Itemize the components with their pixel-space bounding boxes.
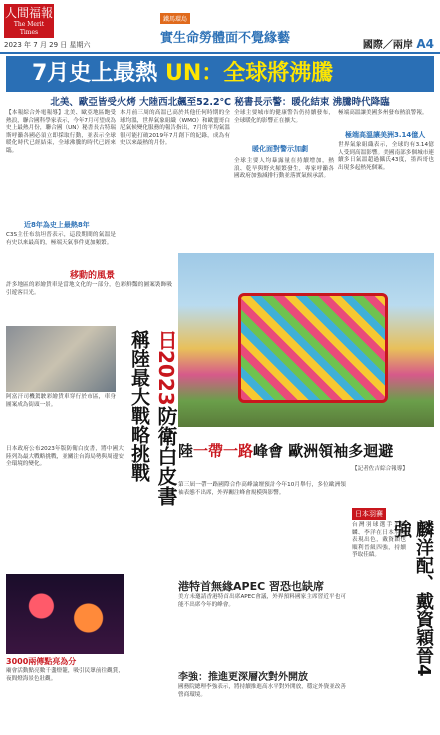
box-title: 移動的風景 xyxy=(70,271,116,281)
special-tag: 鐵馬環島 xyxy=(160,13,190,24)
defense-subtitle: 稱陸最大戰略挑戰 xyxy=(128,330,150,482)
defense-year: 日2023 xyxy=(154,330,178,406)
li-qiang-article: 國務院總理李強表示，將持續推進高水平對外開放，穩定外資並改善營商環境。 xyxy=(178,684,346,698)
japan-open-article: 台灣羽球選手王齊麟、李洋在日本羽賽表現出色，戴資穎也順利晉級四強，持續爭取佳績。 xyxy=(352,522,406,559)
headline-part1: 7月史上最熱 xyxy=(32,61,165,86)
headline-part2: UN：全球將沸騰 xyxy=(164,61,334,86)
lantern-caption: 廟會活動點亮數千盞燈籠，吸引民眾前往觀賞，夜間燈海景色壯觀。 xyxy=(6,668,124,682)
article-column-4b: 世界氣象組織表示，全球約有3.14億人受到高溫影響。美國南部多個城市連續多日氣溫超過攝氏43度，墨西哥也出現多起熱死個案。 xyxy=(338,142,434,171)
apec-article: 美方未邀請香港特首出席APEC會議，外界預料國家主席習近平也可能不出席今年的峰會。 xyxy=(178,594,346,608)
truck-shape xyxy=(238,293,388,403)
japan-open-tag: 日本羽賽 xyxy=(352,508,386,520)
special-title: 實生命勞體面不覺緣藝 xyxy=(160,31,291,46)
header-rule xyxy=(0,52,440,54)
section-name: 國際／兩岸 xyxy=(362,40,413,51)
logo-text: 人間福報 xyxy=(4,6,53,20)
subhead-warming-alert: 暖化面對警示加劇 xyxy=(252,145,308,153)
right-article: 【記者佐吉綜合報導】 xyxy=(352,466,408,472)
belt-title-part1: 陸 xyxy=(178,442,194,460)
li-qiang-headline: 李強：推進更深層次對外開放 xyxy=(178,672,308,683)
article-column-4: 極端高溫讓美國多州發布熱浪警報。 xyxy=(338,110,428,116)
subhead-extreme-heat: 極端高溫讓美洲3.14億人 xyxy=(345,131,426,139)
decorated-truck-photo xyxy=(178,253,434,427)
belt-title-part3: 峰會 歐洲領袖多迴避 xyxy=(253,442,394,460)
apec-headline: 港特首無緣APEC 習恐也缺席 xyxy=(178,580,324,593)
lantern-photo xyxy=(6,574,124,654)
subheadline: 北美、歐亞皆受火烤 大陸西北飆至52.2℃ 秘書長示警：暖化結束 沸騰時代降臨 xyxy=(50,97,390,108)
small-photo xyxy=(6,326,116,392)
belt-title-part2: 一帶一路 xyxy=(193,442,254,460)
page-number: A4 xyxy=(416,37,434,51)
article-column-2: 本月前三周的高溫已高於其他任何時期的全球均溫，世界氣象組織（WMO）和歐盟哥白尼氣候變化服務的報告指出，7月的平均氣溫很可能打破2019年7月創下的紀錄，成為有史以來最熱的月份。 xyxy=(120,110,230,147)
article-column-1b: C3S主任布翁坦普表示，這段期間的氣溫是有史以來最高的，極端天氣事件更加頻繁。 xyxy=(6,232,116,246)
belt-road-article: 第三屆一帶一路國際合作高峰論壇預計今年10月舉行，多位歐洲領袖表態不出席，外界關注峰會規模與影響。 xyxy=(178,482,346,496)
lantern-caption-title: 3000兩傳點亮為分 xyxy=(6,657,77,666)
box-text: 許多地區的彩繪貨車是當地文化的一部分，色彩鮮豔的圖案裝飾吸引遊客目光。 xyxy=(6,282,172,296)
defense-title-text: 防衛白皮書 xyxy=(154,405,178,506)
main-headline xyxy=(6,56,434,92)
subhead-hottest-years: 近8年為史上最熱8年 xyxy=(24,221,90,229)
article-column-1: 【本報綜合外電報導】北美、歐亞地區飽受熱浪，聯合國科學家表示，今年7月可望成為史上最熱月份，聯合國（UN）秘書長古特瑞斯呼籲各國必須立即採取行動，並表示全球暖化時代已經結束，全球沸騰的時代已經來臨。 xyxy=(6,110,116,154)
defense-article: 日本政府公布2023年版防衛白皮書，將中國大陸列為最大戰略挑戰，並關注台海局勢與周邊安全環境的變化。 xyxy=(6,446,124,468)
article-column-3: 全球主要城市的健康警告仍持續發布，全球暖化的影響正在擴大。 xyxy=(234,110,334,124)
japan-open-headline: 麟洋配、戴資穎晉4強 xyxy=(391,520,434,677)
section-label xyxy=(363,36,434,51)
article-column-3b: 全球主要人均暴露量在持續增加，熱浪、乾旱與野火頻繁發生，專家呼籲各國政府加強減排行動並落實氣候承諾。 xyxy=(234,158,334,180)
photo-caption: 阿富汗司機駕駛彩繪貨車穿行於市區，車身圖案成為街頭一景。 xyxy=(6,394,116,408)
masthead-logo xyxy=(4,4,54,38)
logo-english: The Merit Times xyxy=(13,21,45,36)
issue-date: 2023 年 7 月 29 日 星期六 xyxy=(4,41,91,49)
special-feature-banner xyxy=(160,6,310,46)
defense-white-paper-title xyxy=(152,330,178,600)
belt-road-headline xyxy=(178,440,434,461)
